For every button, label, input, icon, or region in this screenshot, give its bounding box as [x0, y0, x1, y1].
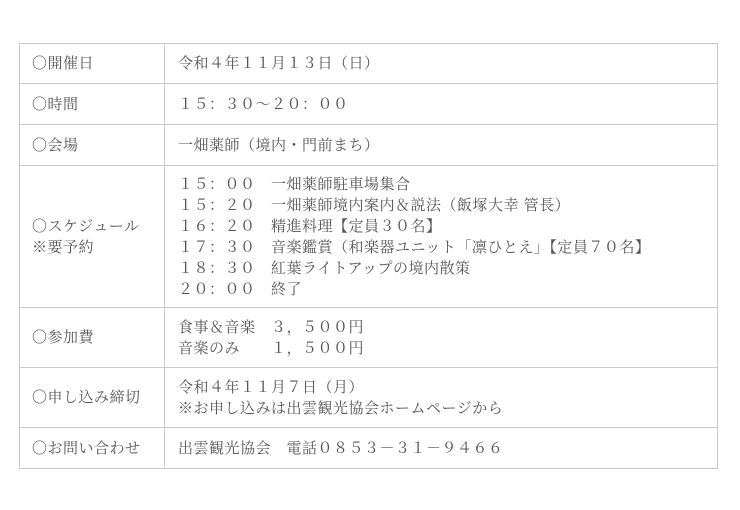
- row-value-cell: [165, 428, 717, 468]
- row-label-cell: [20, 125, 165, 165]
- row-label-cell: [20, 368, 165, 427]
- label-line: 〇申し込み締切: [32, 389, 141, 406]
- value-line: ２０：００ 終了: [178, 280, 303, 298]
- label-line: 〇開催日: [32, 55, 95, 72]
- row-label-cell: [20, 84, 165, 124]
- row-label-cell: [20, 44, 165, 83]
- row-label-cell: [20, 428, 165, 468]
- value-line: ※お申し込みは出雲観光協会ホームページから: [178, 399, 504, 417]
- label-line: 〇会場: [32, 136, 79, 154]
- row-label-cell: [20, 166, 165, 307]
- value-line: １８：３０ 紅葉ライトアップの境内散策: [178, 259, 471, 277]
- row-value-cell: [165, 125, 717, 165]
- table-row-date: [20, 44, 717, 84]
- label-line: 〇時間: [32, 95, 79, 113]
- table-row-contact: [20, 428, 717, 468]
- row-value-cell: [165, 368, 717, 427]
- value-line: 令和４年１１月１３日（日）: [178, 55, 380, 72]
- table-row-venue: [20, 125, 717, 166]
- label-line: 〇参加費: [32, 329, 95, 346]
- value-line: １７：３０ 音楽鑑賞（和楽器ユニット「凛ひとえ」【定員７０名】: [178, 238, 651, 256]
- value-line: 一畑薬師（境内・門前まち）: [178, 136, 380, 154]
- table-row-deadline: [20, 368, 717, 428]
- row-value-cell: [165, 84, 717, 124]
- value-line: 出雲観光協会 電話０８５３－３１－９４６６: [178, 439, 504, 457]
- row-value-cell: [165, 166, 717, 307]
- label-line: 〇スケジュール: [32, 217, 140, 235]
- row-label-cell: [20, 308, 165, 367]
- table-row-time: [20, 84, 717, 125]
- event-info-table: [19, 43, 718, 469]
- label-line: ※要予約: [32, 238, 95, 256]
- value-line: １５：３０〜２０：００: [178, 95, 349, 113]
- value-line: 音楽のみ １，５００円: [178, 339, 365, 357]
- value-line: １６：２０ 精進料理【定員３０名】: [178, 217, 442, 235]
- value-line: １５：００ 一畑薬師駐車場集合: [178, 175, 411, 193]
- table-row-schedule: [20, 166, 717, 308]
- label-line: 〇お問い合わせ: [32, 439, 141, 457]
- value-line: 食事＆音楽 ３，５００円: [178, 318, 365, 336]
- row-value-cell: [165, 44, 717, 83]
- row-value-cell: [165, 308, 717, 367]
- table-row-fee: [20, 308, 717, 368]
- value-line: 令和４年１１月７日（月）: [178, 378, 365, 396]
- value-line: １５：２０ 一畑薬師境内案内＆説法（飯塚大幸 管長）: [178, 196, 571, 214]
